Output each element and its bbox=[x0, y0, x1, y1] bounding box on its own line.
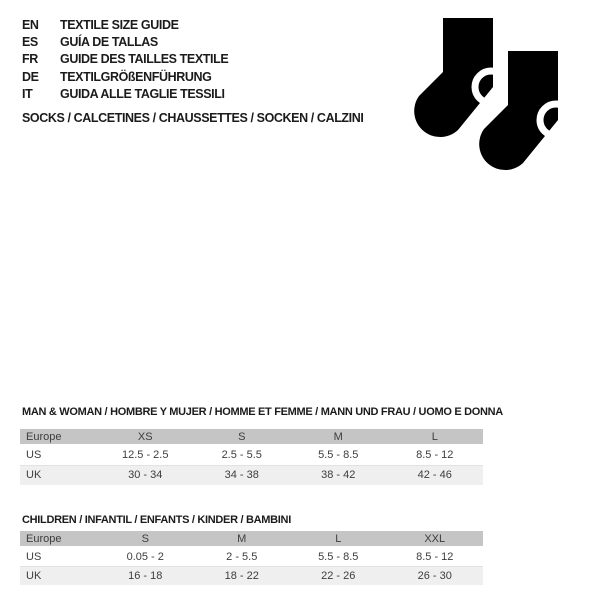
size-value: 18 - 22 bbox=[194, 566, 291, 585]
size-value: 30 - 34 bbox=[97, 465, 194, 485]
language-list bbox=[22, 16, 228, 103]
language-code: IT bbox=[22, 87, 33, 102]
column-header-size: XXL bbox=[387, 531, 484, 547]
table-header-row bbox=[20, 531, 483, 547]
language-label: GUIDA ALLE TAGLIE TESSILI bbox=[60, 87, 225, 102]
table-row-us bbox=[20, 547, 483, 566]
table-row-us bbox=[20, 445, 483, 465]
size-value: 16 - 18 bbox=[97, 566, 194, 585]
size-value: 2.5 - 5.5 bbox=[221, 449, 262, 462]
row-label: UK bbox=[20, 465, 97, 485]
language-label: GUIDE DES TAILLES TEXTILE bbox=[60, 52, 229, 67]
column-header-size: M bbox=[290, 429, 387, 445]
language-row-es bbox=[22, 33, 228, 50]
language-row-en bbox=[22, 16, 228, 33]
language-row-it bbox=[22, 86, 228, 103]
size-value: 22 - 26 bbox=[290, 566, 387, 585]
column-header-size: S bbox=[194, 429, 291, 445]
size-value: 34 - 38 bbox=[194, 465, 291, 485]
column-header-size: L bbox=[387, 429, 484, 445]
man-woman-size-table bbox=[20, 429, 483, 485]
size-value: 8.5 - 12 bbox=[416, 550, 454, 563]
language-label: TEXTILE SIZE GUIDE bbox=[60, 17, 179, 32]
size-value: 5.5 - 8.5 bbox=[318, 550, 359, 563]
language-label: GUÍA DE TALLAS bbox=[60, 35, 158, 50]
language-code: EN bbox=[22, 17, 39, 32]
size-value: 8.5 - 12 bbox=[416, 449, 454, 462]
row-label: UK bbox=[20, 566, 97, 585]
column-header-size: S bbox=[97, 531, 194, 547]
size-value: 38 - 42 bbox=[290, 465, 387, 485]
size-value: 12.5 - 2.5 bbox=[122, 449, 169, 462]
row-label: US bbox=[26, 550, 42, 563]
row-label: US bbox=[26, 449, 42, 462]
children-table-title: CHILDREN / INFANTIL / ENFANTS / KINDER / BAMBINI bbox=[22, 514, 291, 526]
language-code: FR bbox=[22, 52, 38, 67]
table-header-row bbox=[20, 429, 483, 445]
language-row-de bbox=[22, 68, 228, 85]
language-label: TEXTILGRÖßENFÜHRUNG bbox=[60, 69, 212, 84]
children-size-table bbox=[20, 531, 483, 585]
language-code: ES bbox=[22, 35, 38, 50]
column-header-size: L bbox=[290, 531, 387, 547]
size-value: 26 - 30 bbox=[387, 566, 484, 585]
column-header-region: Europe bbox=[20, 531, 97, 547]
column-header-size: XS bbox=[97, 429, 194, 445]
language-row-fr bbox=[22, 51, 228, 68]
table-row-uk bbox=[20, 465, 483, 485]
man-woman-table-title: MAN & WOMAN / HOMBRE Y MUJER / HOMME ET FEMME / MANN UND FRAU / UOMO E DONNA bbox=[22, 406, 503, 418]
category-title: SOCKS / CALCETINES / CHAUSSETTES / SOCKEN / CALZINI bbox=[22, 111, 364, 125]
column-header-region: Europe bbox=[20, 429, 97, 445]
size-value: 42 - 46 bbox=[387, 465, 484, 485]
column-header-size: M bbox=[194, 531, 291, 547]
table-row-uk bbox=[20, 566, 483, 585]
size-value: 5.5 - 8.5 bbox=[318, 449, 359, 462]
socks-icon bbox=[405, 8, 565, 183]
size-value: 2 - 5.5 bbox=[226, 550, 258, 563]
language-code: DE bbox=[22, 69, 39, 84]
size-value: 0.05 - 2 bbox=[126, 550, 164, 563]
